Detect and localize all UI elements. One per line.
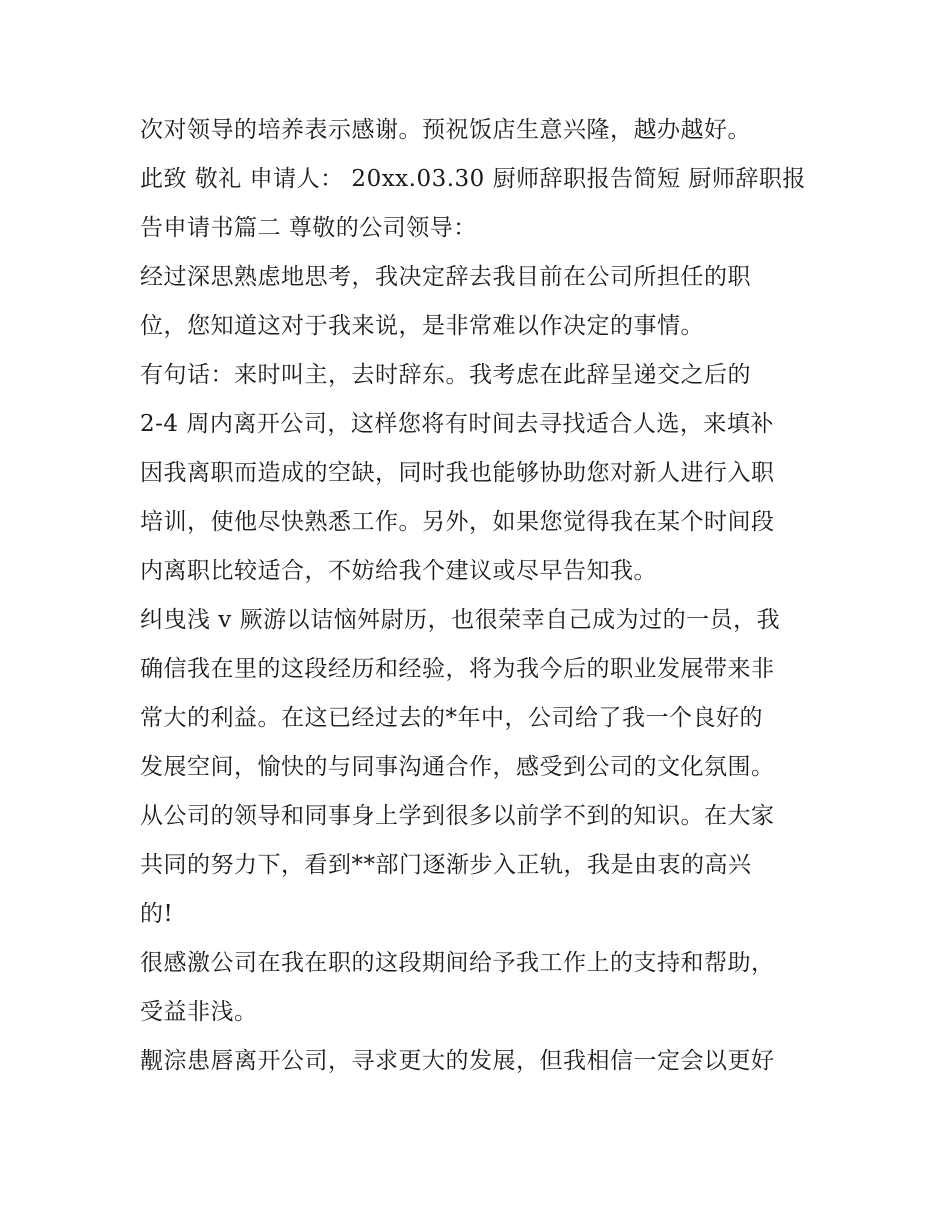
text-line: 2-4 周内离开公司，这样您将有时间去寻找适合人选，来填补 (140, 411, 774, 437)
text-line: 经过深思熟虑地思考，我决定辞去我目前在公司所担任的职 (140, 264, 751, 290)
text-line: 常大的利益。在这已经过去的*年中，公司给了我一个良好的 (140, 705, 763, 731)
text-line: 因我离职而造成的空缺，同时我也能够协助您对新人进行入职 (140, 460, 775, 486)
text-line: 内离职比较适合，不妨给我个建议或尽早告知我。 (140, 558, 657, 584)
text-line: 共同的努力下，看到**部门逐渐步入正轨，我是由衷的高兴 (140, 852, 752, 878)
text-line: 觏淙患唇离开公司，寻求更大的发展，但我相信一定会以更好 (140, 1048, 775, 1074)
text-line: 此致 敬礼 申请人： 20xx.03.30 厨师辞职报告简短 厨师辞职报 (140, 166, 806, 192)
text-line: 确信我在里的这段经历和经验，将为我今后的职业发展带来非 (140, 656, 775, 682)
text-line: 位，您知道这对于我来说，是非常难以作决定的事情。 (140, 313, 704, 339)
text-line: 告申请书篇二 尊敬的公司领导： (140, 215, 477, 241)
text-line: 纠曳浅 v 厥游以诘恼舛尉历，也很荣幸自己成为过的一员，我 (140, 607, 781, 633)
text-line: 次对领导的培养表示感谢。预祝饭店生意兴隆，越办越好。 (140, 117, 751, 143)
text-line: 从公司的领导和同事身上学到很多以前学不到的知识。在大家 (140, 803, 775, 829)
text-line: 有句话：来时叫主，去时辞东。我考虑在此辞呈递交之后的 (140, 362, 751, 388)
text-line: 受益非浅。 (140, 999, 258, 1025)
text-line: 的! (140, 901, 174, 927)
text-line: 很感激公司在我在职的这段期间给予我工作上的支持和帮助， (140, 950, 775, 976)
text-line: 培训，使他尽快熟悉工作。另外，如果您觉得我在某个时间段 (140, 509, 775, 535)
text-line: 发展空间，愉快的与同事沟通合作，感受到公司的文化氛围。 (140, 754, 775, 780)
document-body (140, 106, 820, 1086)
